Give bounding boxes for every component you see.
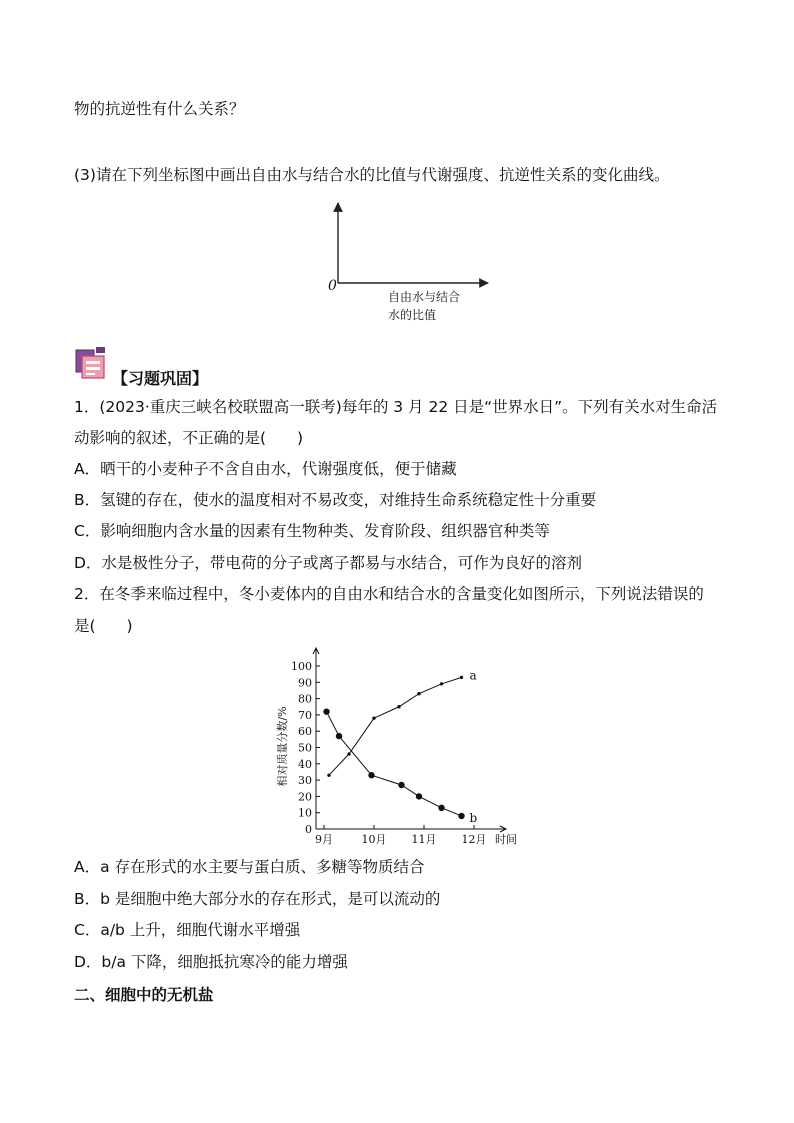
q2-option-c: C．a/b 上升，细胞代谢水平增强: [74, 921, 301, 939]
q2-option-a: A．a 存在形式的水主要与蛋白质、多糖等物质结合: [74, 858, 425, 876]
series-b-label: b: [469, 810, 478, 825]
q1-stem-line1: 1．(2023·重庆三峡名校联盟高一联考)每年的 3 月 22 日是“世界水日”。下列有关水对生命活: [74, 398, 718, 416]
sketch-x-label-line2: 水的比值: [388, 308, 437, 322]
water-content-chart: [260, 636, 550, 856]
x-tick-label: 11月: [411, 833, 437, 846]
q1-stem-line2: 动影响的叙述，不正确的是( ): [74, 429, 304, 447]
q2-stem-line1: 2．在冬季来临过程中，冬小麦体内的自由水和结合水的含量变化如图所示，下列说法错误的: [74, 585, 704, 603]
question-3-prompt: (3)请在下列坐标图中画出自由水与结合水的比值与代谢强度、抗逆性关系的变化曲线。: [74, 166, 670, 184]
series-b-point: [416, 793, 422, 799]
sketch-origin-label: 0: [328, 278, 337, 294]
y-tick-label: 60: [298, 725, 312, 739]
next-section-heading: 二、细胞中的无机盐: [74, 986, 214, 1004]
series-b-line: [327, 712, 462, 816]
y-tick-label: 80: [298, 692, 312, 706]
y-tick-label: 20: [298, 790, 312, 804]
q1-option-b: B．氢键的存在，使水的温度相对不易改变，对维持生命系统稳定性十分重要: [74, 491, 597, 509]
series-b-point: [336, 733, 342, 739]
y-tick-label: 50: [298, 741, 312, 755]
series-b-point: [398, 782, 404, 788]
q2-option-d: D．b/a 下降，细胞抵抗寒冷的能力增强: [74, 953, 348, 971]
q1-option-d: D．水是极性分子，带电荷的分子或离子都易与水结合，可作为良好的溶剂: [74, 554, 582, 572]
sketch-x-label-line1: 自由水与结合: [388, 290, 461, 304]
y-axis-label: 相对质量分数/%: [276, 706, 289, 787]
series-a-point: [327, 774, 330, 777]
y-tick-label: 0: [305, 823, 312, 836]
q2-option-b: B．b 是细胞中绝大部分水的存在形式，是可以流动的: [74, 890, 441, 908]
series-a-point: [417, 692, 420, 695]
q1-option-a: A．晒干的小麦种子不含自由水，代谢强度低，便于储藏: [74, 460, 457, 478]
x-tick-label: 9月: [315, 833, 333, 846]
series-b-point: [458, 813, 464, 819]
y-tick-label: 70: [298, 708, 312, 722]
section-title: 【习题巩固】: [112, 369, 209, 388]
intro-line: 物的抗逆性有什么关系？: [74, 100, 245, 118]
series-a-point: [440, 682, 443, 685]
y-tick-label: 40: [298, 757, 312, 771]
series-a-label: a: [469, 668, 477, 683]
series-a-point: [372, 716, 375, 719]
y-tick-label: 30: [298, 774, 312, 788]
y-tick-label: 90: [298, 676, 312, 690]
series-a-point: [460, 676, 463, 679]
series-a-point: [347, 752, 350, 755]
series-b-point: [438, 805, 444, 811]
x-tick-label: 10月: [361, 833, 387, 846]
x-axis-label: 时间: [495, 833, 517, 846]
series-a-line: [329, 677, 462, 775]
x-tick-label: 12月: [461, 833, 487, 846]
series-a-point: [397, 705, 400, 708]
q1-option-c: C．影响细胞内含水量的因素有生物种类、发育阶段、组织器官种类等: [74, 522, 550, 540]
y-tick-label: 100: [291, 660, 312, 673]
y-tick-label: 10: [298, 806, 312, 820]
exercise-icon: [74, 346, 108, 382]
q2-stem-line2: 是( ): [74, 617, 133, 635]
series-b-point: [368, 772, 374, 778]
series-b-point: [323, 708, 329, 714]
